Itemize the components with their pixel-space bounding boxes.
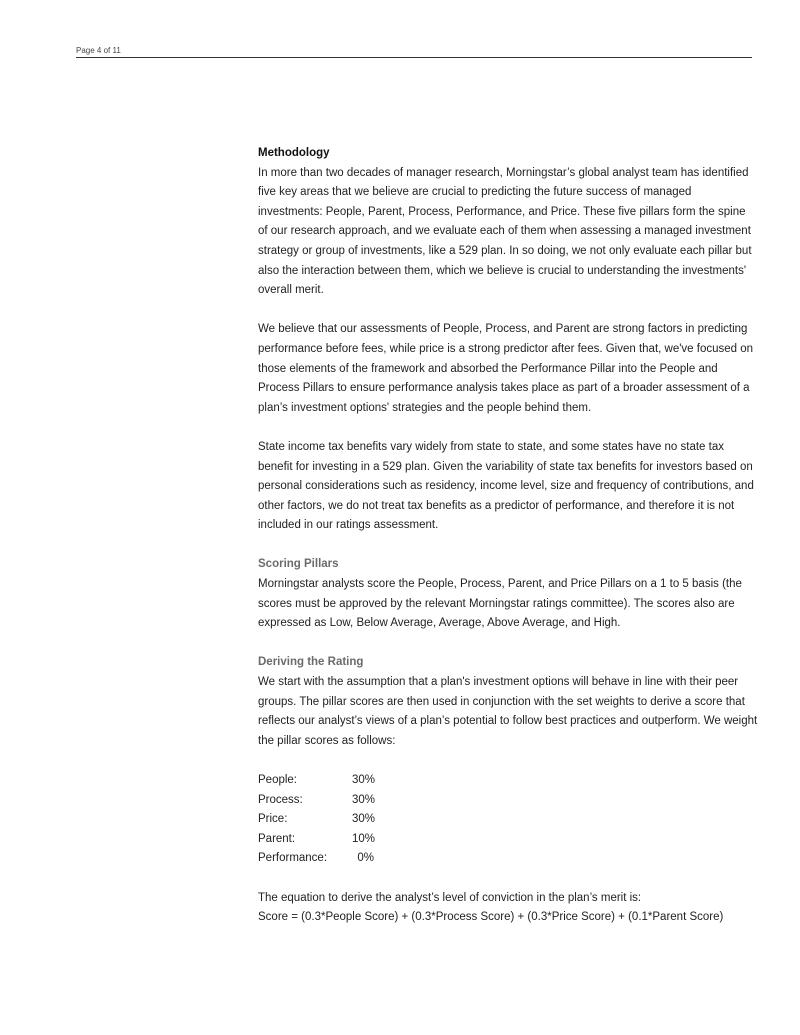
page-number: Page 4 of 11 xyxy=(76,46,121,55)
weight-row-people xyxy=(258,771,758,791)
methodology-paragraph-3: State income tax benefits vary widely from state to state, and some states have no state tax benefit for investing in a 529 plan. Given the variability of state tax benefits for investors based on personal considerations such as residency, income level, size and frequency of contributions, and other factors, we do not treat tax benefits as a predictor of performance, and therefore it is not included in our ratings assessment. xyxy=(258,440,754,532)
pillar-weights-list xyxy=(258,771,758,869)
weight-row-process xyxy=(258,791,758,811)
weight-label: Price: xyxy=(258,813,288,826)
weight-value: 30% xyxy=(352,813,376,826)
weight-label: Process: xyxy=(258,793,303,806)
weight-row-price xyxy=(258,810,758,830)
equation-intro: The equation to derive the analyst’s level of conviction in the plan’s merit is: xyxy=(258,891,642,904)
document-body xyxy=(258,144,758,928)
weight-value: 30% xyxy=(352,793,376,806)
weight-label: Parent: xyxy=(258,832,296,845)
header-divider xyxy=(76,57,752,58)
deriving-rating-heading: Deriving the Rating xyxy=(258,656,364,669)
methodology-paragraph-1: In more than two decades of manager research, Morningstar’s global analyst team has identified five key areas that we believe are crucial to predicting the future success of managed investments: People, Parent, Process, Performance, and Price. These five pillars form the spine of our research approach, and we evaluate each of them when assessing a managed investment strategy or group of investments, like a 529 plan. In so doing, we not only evaluate each pillar but also the interaction between them, which we believe is crucial to understanding the investments' overall merit. xyxy=(258,166,752,297)
weight-row-parent xyxy=(258,830,758,850)
scoring-pillars-heading: Scoring Pillars xyxy=(258,558,339,571)
weight-value: 30% xyxy=(352,774,376,786)
score-equation: Score = (0.3*People Score) + (0.3*Process Score) + (0.3*Price Score) + (0.1*Parent Score) xyxy=(258,911,724,924)
weight-row-performance xyxy=(258,849,758,869)
weight-label: People: xyxy=(258,774,298,786)
scoring-pillars-paragraph: Morningstar analysts score the People, Process, Parent, and Price Pillars on a 1 to 5 basis (the scores must be approved by the relevant Morningstar ratings committee). The scores also are expressed as Low, Below Average, Average, Above Average, and High. xyxy=(258,578,742,630)
weight-label: Performance: xyxy=(258,852,328,865)
deriving-rating-paragraph: We start with the assumption that a plan's investment options will behave in line with their peer groups. The pillar scores are then used in conjunction with the set weights to derive a score that reflects our analyst’s views of a plan’s potential to follow best practices and outperform. We weight the pillar scores as follows: xyxy=(258,676,758,747)
weight-value: 10% xyxy=(352,832,376,845)
methodology-paragraph-2: We believe that our assessments of People, Process, and Parent are strong factors in predicting performance before fees, while price is a strong predictor after fees. Given that, we've focused on those elements of the framework and absorbed the Performance Pillar into the People and Process Pillars to ensure performance analysis takes place as part of a broader assessment of a plan’s investment options' strategies and the people behind them. xyxy=(258,323,754,414)
methodology-heading: Methodology xyxy=(258,147,330,159)
weight-value: 0% xyxy=(357,852,374,865)
